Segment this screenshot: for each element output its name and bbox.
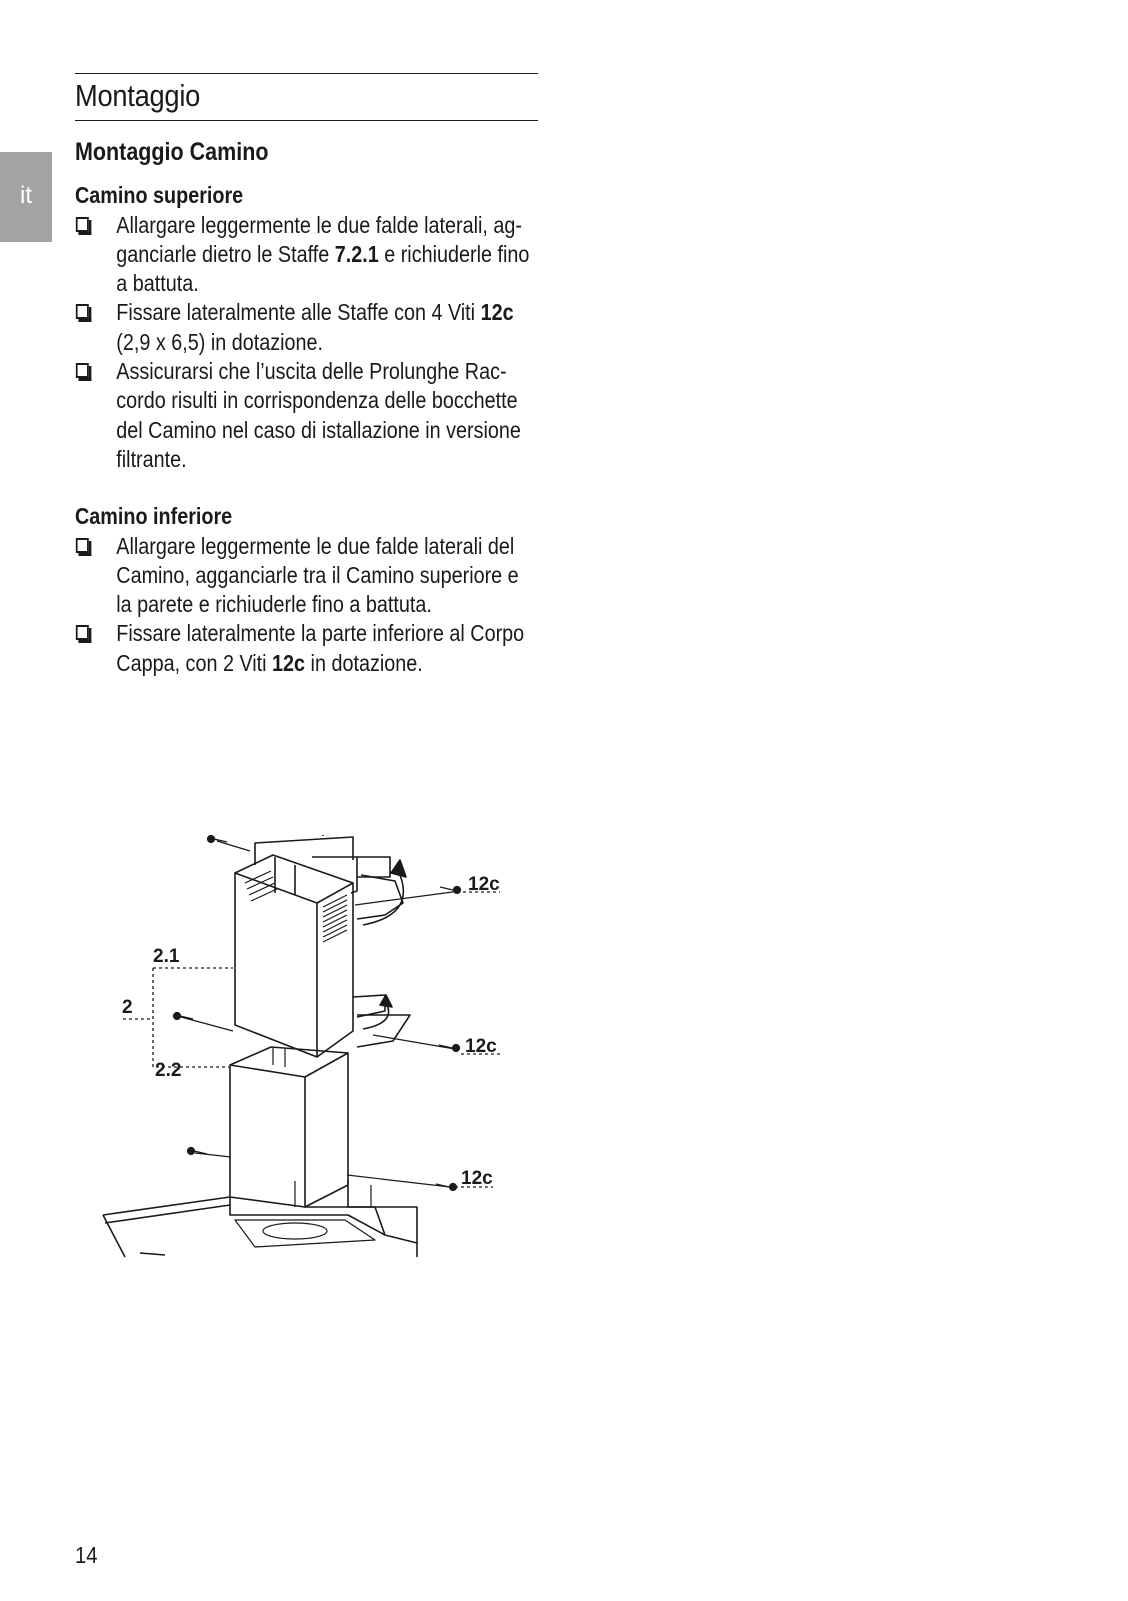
instruction-text: e richiuderle fino a battuta. bbox=[116, 240, 530, 297]
instruction-text: (2,9 x 6,5) in dotazione. bbox=[116, 328, 324, 355]
group-title: Camino superiore bbox=[75, 182, 244, 209]
hood-right bbox=[348, 1180, 417, 1257]
instruction-text: Allargare leggermente le due falde laterali del Camino, agganciarle tra il Camino superiore e la parete e richiuderle fino a battuta. bbox=[116, 532, 519, 618]
instruction-text: in dotazione. bbox=[305, 649, 423, 676]
lower-chimney-side bbox=[305, 1053, 348, 1207]
label-12c-top: 12c bbox=[468, 874, 500, 895]
checkbox-bullet-icon bbox=[76, 304, 89, 319]
instruction-group bbox=[75, 502, 531, 678]
part-reference: 12c bbox=[480, 299, 514, 326]
label-2-2: 2.2 bbox=[155, 1060, 182, 1081]
language-tab-label: it bbox=[20, 182, 32, 209]
checkbox-bullet-icon bbox=[76, 625, 89, 640]
screw-icon bbox=[453, 1045, 460, 1052]
screw-icon bbox=[454, 887, 461, 894]
instruction-group bbox=[75, 181, 531, 474]
label-2-1: 2.1 bbox=[153, 946, 180, 967]
label-2: 2 bbox=[122, 997, 133, 1018]
instruction-text: Assicurarsi che l’uscita delle Prolunghe Rac-cordo risulti in corrispondenza delle bocchette del Camino nel caso di istallazione in versione filtrante. bbox=[116, 358, 521, 472]
checkbox-bullet-icon bbox=[76, 363, 89, 378]
chimney-assembly-diagram bbox=[95, 835, 535, 1290]
screw-icon bbox=[174, 1013, 181, 1020]
text-column bbox=[75, 138, 531, 706]
list-item bbox=[75, 619, 531, 678]
screw-icon bbox=[188, 1148, 195, 1155]
list-item bbox=[75, 211, 531, 299]
group-title: Camino inferiore bbox=[75, 503, 233, 530]
section-title: Montaggio bbox=[75, 78, 201, 113]
instruction-text: Allargare leggermente le due falde laterali, ag-ganciarle dietro le Staffe bbox=[116, 211, 523, 267]
page-number: 14 bbox=[75, 1542, 98, 1568]
upper-bracket bbox=[255, 837, 353, 865]
label-12c-mid: 12c bbox=[465, 1036, 497, 1057]
instruction-text: Fissare lateralmente la parte inferiore al Corpo Cappa, con 2 Viti bbox=[116, 620, 525, 676]
instruction-list bbox=[75, 211, 531, 475]
screw-icon bbox=[208, 836, 215, 843]
subtitle: Montaggio Camino bbox=[75, 138, 269, 166]
lower-bracket-plate bbox=[357, 1015, 410, 1047]
list-item bbox=[75, 357, 531, 474]
bracket-arc-shape bbox=[357, 875, 403, 919]
instruction-groups bbox=[75, 181, 531, 678]
top-rule bbox=[75, 73, 538, 74]
assembly-figure bbox=[95, 835, 535, 1290]
list-item bbox=[75, 298, 531, 357]
language-tab bbox=[0, 152, 52, 242]
instruction-text: Fissare lateralmente alle Staffe con 4 Viti bbox=[116, 299, 481, 326]
upper-chimney-front bbox=[235, 873, 317, 1057]
checkbox-bullet-icon bbox=[76, 538, 89, 553]
lower-chimney-front bbox=[230, 1065, 305, 1207]
instruction-list bbox=[75, 532, 531, 678]
part-reference: 7.2.1 bbox=[334, 240, 379, 267]
list-item bbox=[75, 532, 531, 620]
checkbox-bullet-icon bbox=[76, 217, 89, 232]
section-rule bbox=[75, 120, 538, 121]
upper-chimney-side bbox=[317, 883, 353, 1057]
label-12c-bottom: 12c bbox=[461, 1168, 493, 1189]
part-reference: 12c bbox=[272, 649, 306, 676]
